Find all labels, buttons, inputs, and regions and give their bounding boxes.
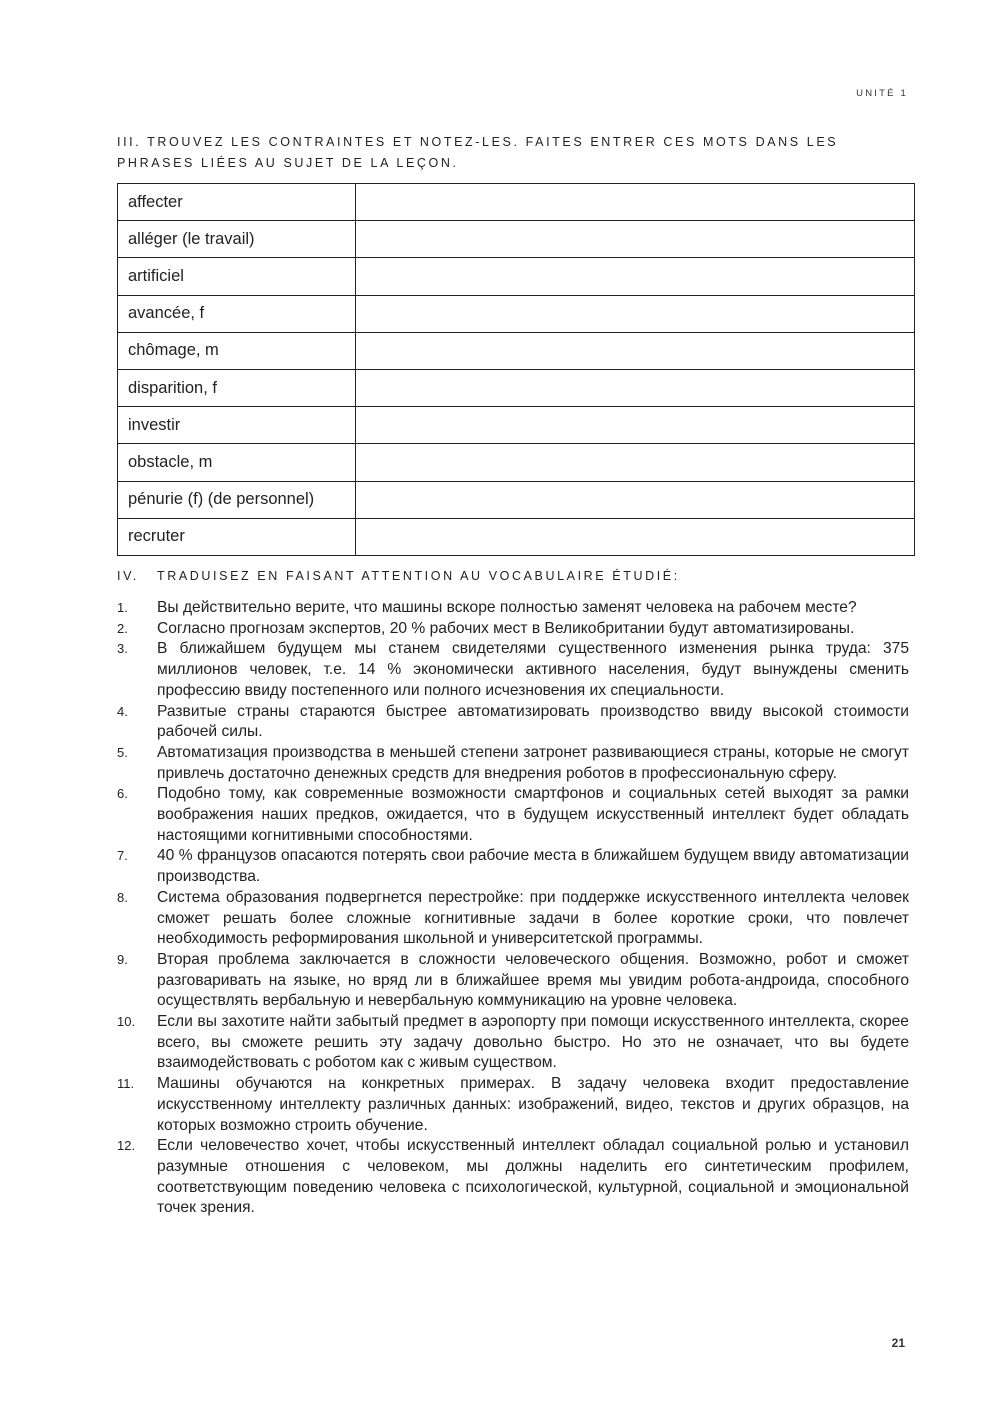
item-text: В ближайшем будущем мы станем свидетелями существенного изменения рынка труда: 375 миллионов человек, т.е. 14 % экономически активного населения, будут вынуждены сменить профессию ввиду постепенного или полного исчезновения их специальности.	[157, 640, 909, 699]
answer-cell[interactable]	[356, 369, 915, 406]
vocabulary-row	[118, 184, 915, 221]
item-number: 11.	[117, 1076, 135, 1092]
item-number: 3.	[117, 641, 128, 657]
vocabulary-word: affecter	[118, 184, 356, 221]
list-item	[117, 1012, 909, 1074]
item-text: Согласно прогнозам экспертов, 20 % рабочих мест в Великобритании будут автоматизированы.	[157, 619, 855, 637]
vocabulary-row	[118, 444, 915, 481]
item-text: Система образования подвергнется перестройке: при поддержке искусственного интеллекта человек сможет решать более сложные когнитивные задачи в более короткие сроки, что повлечет необходимость реформирования школьной и университетской программы.	[157, 888, 909, 948]
vocabulary-word: avancée, f	[118, 295, 356, 332]
item-text: Вы действительно верите, что машины вскоре полностью заменят человека на рабочем месте?	[157, 599, 857, 616]
item-text: Машины обучаются на конкретных примерах. В задачу человека входит предоставление искусственному интеллекту различных данных: изображений, видео, текстов и других образцов, на которых возможно строить обучение.	[157, 1075, 909, 1134]
vocabulary-word: disparition, f	[118, 369, 356, 406]
vocabulary-row	[118, 295, 915, 332]
item-text: Подобно тому, как современные возможности смартфонов и социальных сетей выходят за рамки воображения наших предков, ожидается, что в будущем искусственный интеллект будет обладать настоящими когнитивными способностями.	[157, 785, 909, 844]
answer-cell[interactable]	[356, 518, 915, 555]
page-number: 21	[891, 1336, 905, 1350]
item-text: Автоматизация производства в меньшей степени затронет развивающиеся страны, которые не смогут привлечь достаточно денежных средств для внедрения роботов в профессиональную сферу.	[157, 743, 909, 782]
vocabulary-word: pénurie (f) (de personnel)	[118, 481, 356, 518]
unit-label: UNITÉ 1	[856, 88, 908, 99]
answer-cell[interactable]	[356, 332, 915, 369]
translation-list	[117, 598, 909, 1219]
item-text: Развитые страны стараются быстрее автоматизировать производство ввиду высокой стоимости рабочей силы.	[157, 702, 909, 741]
list-item	[117, 619, 909, 640]
answer-cell[interactable]	[356, 184, 915, 221]
section-4-number: IV.	[117, 569, 139, 583]
item-number: 12.	[117, 1138, 136, 1154]
vocabulary-word: alléger (le travail)	[118, 221, 356, 258]
list-item	[117, 1074, 909, 1136]
vocabulary-row	[118, 369, 915, 406]
list-item	[117, 1136, 909, 1219]
item-text: Если вы захотите найти забытый предмет в аэропорту при помощи искусственного интеллекта, скорее всего, вы сможете решить эту задачу довольно быстро. Но это не означает, что вы будете взаимодействовать с роботом как с живым существом.	[157, 1013, 909, 1072]
item-number: 5.	[117, 744, 128, 760]
list-item	[117, 639, 909, 701]
answer-cell[interactable]	[356, 444, 915, 481]
item-number: 4.	[117, 703, 128, 719]
vocabulary-table	[117, 183, 915, 556]
vocabulary-row	[118, 481, 915, 518]
item-number: 6.	[117, 786, 128, 802]
vocabulary-word: recruter	[118, 518, 356, 555]
list-item	[117, 598, 909, 619]
vocabulary-row	[118, 332, 915, 369]
list-item	[117, 702, 909, 743]
vocabulary-row	[118, 221, 915, 258]
vocabulary-row	[118, 258, 915, 295]
vocabulary-row	[118, 407, 915, 444]
list-item	[117, 784, 909, 846]
vocabulary-word: obstacle, m	[118, 444, 356, 481]
section-4-title	[117, 569, 680, 583]
vocabulary-word: chômage, m	[118, 332, 356, 369]
item-text: 40 % французов опасаются потерять свои рабочие места в ближайшем будущем ввиду автоматизации производства.	[157, 847, 909, 886]
list-item	[117, 888, 909, 950]
answer-cell[interactable]	[356, 481, 915, 518]
answer-cell[interactable]	[356, 221, 915, 258]
vocabulary-word: investir	[118, 407, 356, 444]
answer-cell[interactable]	[356, 295, 915, 332]
item-number: 2.	[117, 620, 128, 636]
list-item	[117, 950, 909, 1012]
list-item	[117, 743, 909, 784]
item-number: 7.	[117, 848, 128, 864]
section-3-title: III. TROUVEZ LES CONTRAINTES ET NOTEZ-LES. FAITES ENTRER CES MOTS DANS LES PHRASES LIÉES AU SUJET DE LA LEÇON.	[117, 135, 839, 170]
answer-cell[interactable]	[356, 258, 915, 295]
item-number: 8.	[117, 889, 128, 905]
item-text: Вторая проблема заключается в сложности человеческого общения. Возможно, робот и сможет разговаривать на языке, но вряд ли в ближайшее время мы увидим робота-андроида, способного осуществлять вербальную и невербальную коммуникацию на уровне человека.	[157, 950, 909, 1010]
answer-cell[interactable]	[356, 407, 915, 444]
list-item	[117, 846, 909, 887]
item-number: 9.	[117, 951, 128, 967]
section-4-heading: TRADUISEZ EN FAISANT ATTENTION AU VOCABULAIRE ÉTUDIÉ:	[157, 569, 680, 583]
vocabulary-row	[118, 518, 915, 555]
item-number: 1.	[117, 600, 128, 615]
vocabulary-word: artificiel	[118, 258, 356, 295]
item-text: Если человечество хочет, чтобы искусственный интеллект обладал социальной ролью и установил разумные отношения с человеком, мы должны наделить его синтетическим профилем, соответствующим поведению человека с психологической, культурной, социальной и эмоциональной точек зрения.	[157, 1137, 909, 1217]
item-number: 10.	[117, 1014, 136, 1030]
